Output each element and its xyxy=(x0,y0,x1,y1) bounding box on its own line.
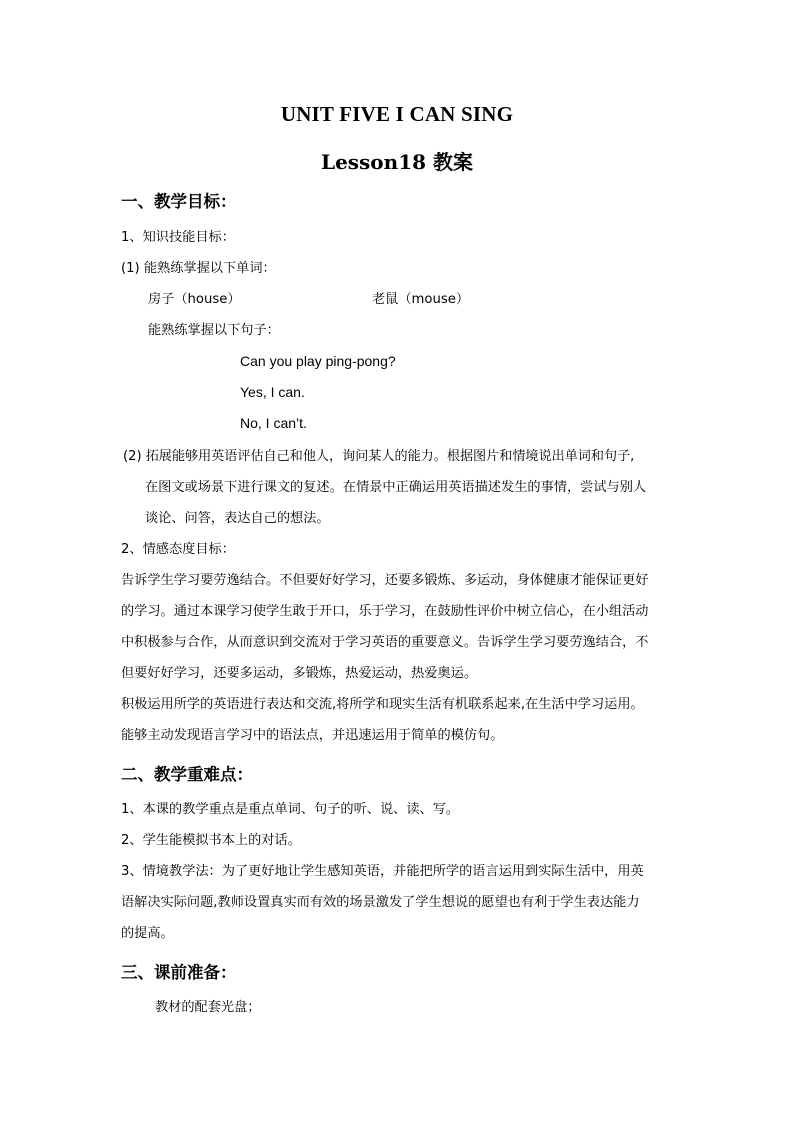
word-house: 房子（house） xyxy=(148,292,241,307)
section-heading-key-points: 二、教学重难点： xyxy=(121,765,253,784)
sentence-intro: 能熟练掌握以下句子： xyxy=(148,323,280,338)
emotion-line: 能够主动发现语言学习中的语法点，并迅速运用于简单的模仿句。 xyxy=(121,728,504,743)
emotion-line: 的学习。通过本课学习使学生敢于开口，乐于学习，在鼓励性评价中树立信心，在小组活动 xyxy=(121,604,649,619)
word-mouse: 老鼠（mouse） xyxy=(372,292,470,307)
section-heading-prep: 三、课前准备： xyxy=(121,963,237,982)
key-point-line: 3、情境教学法：为了更好地让学生感知英语，并能把所学的语言运用到实际生活中，用英 xyxy=(121,864,644,879)
key-point-line: 2、学生能模拟书本上的对话。 xyxy=(121,833,301,848)
emotion-heading: 2、情感态度目标： xyxy=(121,542,235,557)
sentence-item: Can you play ping-pong? xyxy=(240,353,396,369)
key-point-line: 语解决实际问题,教师设置真实而有效的场景激发了学生想说的愿望也有利于学生表达能力 xyxy=(121,895,640,910)
emotion-line: 中积极参与合作，从而意识到交流对于学习英语的重要意义。告诉学生学习要劳逸结合，不 xyxy=(121,635,649,650)
item1-intro: (1) 能熟练掌握以下单词： xyxy=(121,261,276,276)
key-point-line: 的提高。 xyxy=(121,926,174,941)
prep-line: 教材的配套光盘； xyxy=(155,1000,261,1015)
knowledge-heading: 1、知识技能目标： xyxy=(121,230,235,245)
document-subtitle: Lesson18 教案 xyxy=(321,150,473,174)
document-title: UNIT FIVE I CAN SING xyxy=(280,102,514,126)
sentence-item: Yes, I can. xyxy=(240,384,305,400)
section-heading-goals: 一、教学目标： xyxy=(121,192,237,211)
sentence-item: No, I can’t. xyxy=(240,415,307,431)
emotion-line: 积极运用所学的英语进行表达和交流,将所学和现实生活有机联系起来,在生活中学习运用。 xyxy=(121,697,644,712)
item2-line: 在图文或场景下进行课文的复述。在情景中正确运用英语描述发生的事情，尝试与别人 xyxy=(145,480,647,495)
emotion-line: 但要好好学习，还要多运动，多锻炼，热爱运动，热爱奥运。 xyxy=(121,666,478,681)
key-point-line: 1、本课的教学重点是重点单词、句子的听、说、读、写。 xyxy=(121,802,460,817)
item2-line: 谈论、问答，表达自己的想法。 xyxy=(145,511,330,526)
emotion-line: 告诉学生学习要劳逸结合。不但要好好学习，还要多锻炼、多运动，身体健康才能保证更好 xyxy=(121,573,649,588)
item2-line: (2) 拓展能够用英语评估自己和他人，询问某人的能力。根据图片和情境说出单词和句子, xyxy=(123,449,635,464)
